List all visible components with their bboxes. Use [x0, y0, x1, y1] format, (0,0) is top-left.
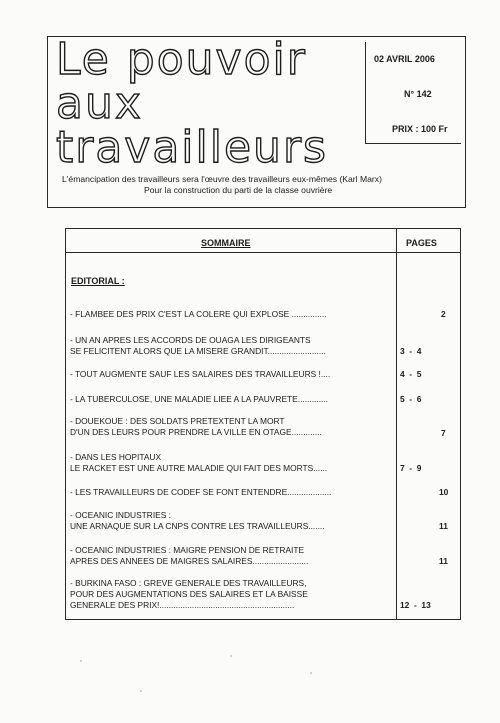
toc-page: 5 - 6: [400, 394, 422, 404]
toc-page: 7: [441, 428, 446, 438]
tagline-quote: L'émancipation des travailleurs sera l'œuvre des travailleurs eux-mêmes (Karl Marx): [62, 174, 382, 184]
toc-heading: SOMMAIRE: [201, 238, 251, 248]
toc-page: 4 - 5: [400, 369, 422, 379]
toc-page: 12 - 13: [400, 600, 431, 610]
toc-entry: - OCEANIC INDUSTRIES : UNE ARNAQUE SUR LA CNPS CONTRE LES TRAVAILLEURS.......: [70, 510, 325, 531]
scan-speck: [80, 660, 82, 662]
issue-number: N° 142: [404, 89, 432, 99]
toc-page: 11: [439, 556, 448, 566]
toc-entry: - UN AN APRES LES ACCORDS DE OUAGA LES DIRIGEANTS SE FELICITENT ALORS QUE LA MISERE GRANDIT.........................: [70, 335, 326, 356]
scan-speck: [230, 655, 232, 657]
pages-heading: PAGES: [406, 238, 437, 248]
toc-entry: - FLAMBEE DES PRIX C'EST LA COLERE QUI EXPLOSE ...............: [70, 309, 327, 319]
toc-page: 3 - 4: [400, 346, 422, 356]
toc-entry: - LA TUBERCULOSE, UNE MALADIE LIEE A LA PAUVRETE.............: [70, 394, 329, 404]
toc-header-divider: [65, 252, 461, 253]
toc-entry: - DANS LES HOPITAUX LE RACKET EST UNE AUTRE MALADIE QUI FAIT DES MORTS......: [70, 452, 328, 473]
toc-page: 7 - 9: [400, 463, 422, 473]
scan-speck: [310, 672, 312, 674]
toc-entry: - TOUT AUGMENTE SAUF LES SALAIRES DES TRAVAILLEURS !....: [70, 369, 331, 379]
issue-date: 02 AVRIL 2006: [374, 54, 435, 64]
toc-page: 11: [439, 521, 448, 531]
toc-page: 2: [441, 309, 446, 319]
pages-column-divider: [396, 228, 397, 620]
toc-entry: - BURKINA FASO : GREVE GENERALE DES TRAVAILLEURS, POUR DES AUGMENTATIONS DES SALAIRES ET LA BAISSE GENERALE DES PRIX!..........................................................: [70, 578, 308, 610]
toc-entry: - OCEANIC INDUSTRIES : MAIGRE PENSION DE RETRAITE APRES DES ANNEES DE MAIGRES SALAIRES........................: [70, 545, 309, 566]
toc-entry: - DOUEKOUE : DES SOLDATS PRETEXTENT LA MORT D'UN DES LEURS POUR PRENDRE LA VILLE EN OTAGE.............: [70, 416, 322, 437]
toc-entry: - LES TRAVAILLEURS DE CODEF SE FONT ENTENDRE...................: [70, 487, 332, 497]
scan-speck: [140, 690, 142, 692]
tagline-mission: Pour la construction du parti de la classe ouvrière: [144, 185, 333, 195]
toc-page: 10: [439, 487, 449, 497]
newspaper-title: Le pouvoir aux travailleurs: [56, 34, 328, 173]
section-heading: EDITORIAL :: [71, 276, 125, 286]
issue-price: PRIX : 100 Fr: [392, 124, 448, 134]
tagline: [62, 174, 462, 196]
